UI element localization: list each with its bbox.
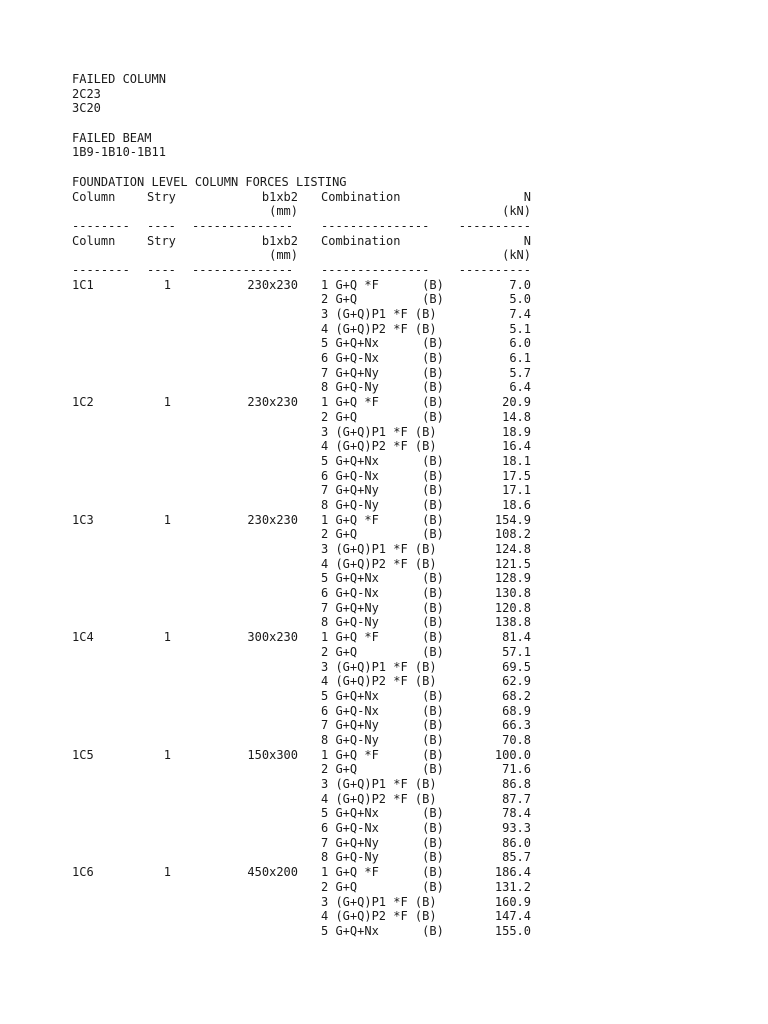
combination-cell: 1 G+Q *F (B): [321, 512, 444, 527]
force-value-cell: 62.9: [502, 674, 531, 689]
force-value-cell: 87.7: [502, 791, 531, 806]
combination-cell: 6 G+Q-Nx (B): [321, 351, 444, 366]
force-value-cell: 66.3: [502, 718, 531, 733]
combination-cell: 5 G+Q+Nx (B): [321, 806, 444, 821]
header-b1xb2-unit: (mm): [269, 204, 298, 219]
force-value-cell: 57.1: [502, 644, 531, 659]
divider-b1xb2: --------------: [192, 218, 294, 233]
force-value-cell: 160.9: [494, 894, 531, 909]
combination-cell: 4 (G+Q)P2 *F (B): [321, 556, 437, 571]
combination-cell: 5 G+Q+Nx (B): [321, 688, 444, 703]
table-row: [72, 498, 542, 513]
combination-cell: 7 G+Q+Ny (B): [321, 365, 444, 380]
force-value-cell: 6.4: [509, 380, 531, 395]
table-row: [72, 880, 542, 895]
column-stry: 1: [163, 395, 171, 410]
divider-b1xb2: --------------: [192, 262, 294, 277]
force-value-cell: 68.2: [502, 688, 531, 703]
combination-cell: 7 G+Q+Ny (B): [321, 483, 444, 498]
combination-cell: 8 G+Q-Ny (B): [321, 497, 444, 512]
divider-n: ----------: [458, 262, 531, 277]
force-value-cell: 85.7: [502, 850, 531, 865]
table-row: [72, 410, 542, 425]
table-row: [72, 307, 542, 322]
force-value-cell: 78.4: [502, 806, 531, 821]
table-row: [72, 674, 542, 689]
column-id: 1C3: [72, 512, 94, 527]
header-stry: Stry: [147, 233, 176, 248]
column-size: 300x230: [247, 630, 298, 645]
force-value-cell: 86.0: [502, 835, 531, 850]
combination-cell: 2 G+Q (B): [321, 879, 444, 894]
table-row: [72, 366, 542, 381]
header-b1xb2: b1xb2: [261, 189, 298, 204]
column-stry: 1: [163, 747, 171, 762]
force-value-cell: 100.0: [494, 747, 531, 762]
table-row: [72, 380, 542, 395]
combination-cell: 2 G+Q (B): [321, 292, 444, 307]
force-value-cell: 18.1: [502, 453, 531, 468]
force-value-cell: 128.9: [494, 571, 531, 586]
force-value-cell: 86.8: [502, 777, 531, 791]
table-row: [72, 733, 542, 748]
force-value-cell: 6.0: [509, 336, 531, 351]
force-value-cell: 18.9: [502, 424, 531, 439]
combination-cell: 4 (G+Q)P2 *F (B): [321, 674, 437, 689]
combination-cell: 4 (G+Q)P2 *F (B): [321, 791, 437, 806]
table-row: [72, 615, 542, 630]
force-value-cell: 14.8: [502, 409, 531, 424]
force-value-cell: 7.4: [509, 307, 531, 321]
force-value-cell: 18.6: [502, 497, 531, 512]
table-row: [72, 425, 542, 440]
force-value-cell: 131.2: [494, 879, 531, 894]
combination-cell: 1 G+Q *F (B): [321, 747, 444, 762]
force-value-cell: 93.3: [502, 821, 531, 836]
combination-cell: 8 G+Q-Ny (B): [321, 380, 444, 395]
header-divider: [72, 263, 542, 278]
table-row: [72, 571, 542, 586]
table-row: [72, 806, 542, 821]
forces-table-body: [72, 278, 542, 939]
table-row: [72, 557, 542, 572]
header-n: N: [523, 233, 531, 248]
combination-cell: 5 G+Q+Nx (B): [321, 923, 444, 938]
table-row: [72, 527, 542, 542]
force-value-cell: 186.4: [494, 865, 531, 880]
force-value-cell: 7.0: [509, 277, 531, 292]
divider-combination: ---------------: [321, 262, 430, 277]
force-value-cell: 20.9: [502, 395, 531, 410]
force-value-cell: 5.1: [509, 321, 531, 336]
divider-stry: ----: [147, 262, 176, 277]
column-id: 1C1: [72, 277, 94, 292]
table-row: [72, 601, 542, 616]
combination-cell: 6 G+Q-Nx (B): [321, 586, 444, 601]
table-row: [72, 689, 542, 704]
combination-cell: 7 G+Q+Ny (B): [321, 600, 444, 615]
column-stry: 1: [163, 277, 171, 292]
table-row: [72, 836, 542, 851]
column-id: 1C6: [72, 865, 94, 880]
column-id: 1C4: [72, 630, 94, 645]
table-header-row: [72, 234, 542, 249]
column-id: 1C2: [72, 395, 94, 410]
force-value-cell: 70.8: [502, 732, 531, 747]
table-row: [72, 645, 542, 660]
combination-cell: 4 (G+Q)P2 *F (B): [321, 321, 437, 336]
force-value-cell: 108.2: [494, 527, 531, 542]
column-size: 150x300: [247, 747, 298, 762]
combination-cell: 3 (G+Q)P1 *F (B): [321, 659, 437, 674]
table-row: [72, 748, 542, 763]
combination-cell: 6 G+Q-Nx (B): [321, 821, 444, 836]
table-row: [72, 483, 542, 498]
table-row: [72, 351, 542, 366]
failed-column-item: 2C23: [72, 86, 101, 101]
header-combination: Combination: [321, 189, 401, 204]
table-row: [72, 850, 542, 865]
combination-cell: 3 (G+Q)P1 *F (B): [321, 777, 437, 791]
table-header-units-row: [72, 204, 542, 219]
table-row: [72, 586, 542, 601]
combination-cell: 5 G+Q+Nx (B): [321, 336, 444, 351]
combination-cell: 5 G+Q+Nx (B): [321, 453, 444, 468]
force-value-cell: 16.4: [502, 439, 531, 454]
force-value-cell: 154.9: [494, 512, 531, 527]
table-row: [72, 542, 542, 557]
force-value-cell: 81.4: [502, 630, 531, 645]
divider-column: --------: [72, 218, 130, 233]
table-row: [72, 395, 542, 410]
column-id: 1C5: [72, 747, 94, 762]
force-value-cell: 69.5: [502, 659, 531, 674]
combination-cell: 8 G+Q-Ny (B): [321, 732, 444, 747]
table-row: [72, 322, 542, 337]
column-size: 230x230: [247, 512, 298, 527]
failed-column-heading: FAILED COLUMN: [72, 72, 166, 86]
divider-column: --------: [72, 262, 130, 277]
failed-column-item: 3C20: [72, 101, 101, 116]
force-value-cell: 5.0: [509, 292, 531, 307]
divider-combination: ---------------: [321, 218, 430, 233]
failed-beam-item: 1B9-1B10-1B11: [72, 145, 166, 160]
table-row: [72, 439, 542, 454]
column-size: 230x230: [247, 395, 298, 410]
table-row: [72, 469, 542, 484]
combination-cell: 4 (G+Q)P2 *F (B): [321, 439, 437, 454]
header-column: Column: [72, 233, 116, 248]
header-n-unit: (kN): [502, 248, 531, 263]
force-value-cell: 68.9: [502, 703, 531, 718]
combination-cell: 6 G+Q-Nx (B): [321, 703, 444, 718]
combination-cell: 1 G+Q *F (B): [321, 865, 444, 880]
header-stry: Stry: [147, 189, 176, 204]
force-value-cell: 6.1: [509, 351, 531, 366]
combination-cell: 7 G+Q+Ny (B): [321, 835, 444, 850]
table-row: [72, 292, 542, 307]
combination-cell: 2 G+Q (B): [321, 644, 444, 659]
header-n: N: [523, 189, 531, 204]
table-row: [72, 792, 542, 807]
combination-cell: 3 (G+Q)P1 *F (B): [321, 307, 437, 321]
table-row: [72, 660, 542, 675]
column-stry: 1: [163, 512, 171, 527]
combination-cell: 2 G+Q (B): [321, 527, 444, 542]
force-value-cell: 124.8: [494, 542, 531, 556]
table-row: [72, 762, 542, 777]
document-page: [72, 72, 542, 939]
combination-cell: 1 G+Q *F (B): [321, 395, 444, 410]
combination-cell: 8 G+Q-Ny (B): [321, 615, 444, 630]
combination-cell: 7 G+Q+Ny (B): [321, 718, 444, 733]
force-value-cell: 120.8: [494, 600, 531, 615]
table-header-row: [72, 190, 542, 205]
combination-cell: 1 G+Q *F (B): [321, 630, 444, 645]
force-value-cell: 147.4: [494, 909, 531, 924]
force-value-cell: 17.5: [502, 468, 531, 483]
table-row: [72, 895, 542, 910]
table-row: [72, 718, 542, 733]
combination-cell: 6 G+Q-Nx (B): [321, 468, 444, 483]
force-value-cell: 155.0: [494, 923, 531, 938]
header-combination: Combination: [321, 233, 401, 248]
table-row: [72, 704, 542, 719]
combination-cell: 8 G+Q-Ny (B): [321, 850, 444, 865]
table-row: [72, 513, 542, 528]
divider-n: ----------: [458, 218, 531, 233]
header-column: Column: [72, 189, 116, 204]
combination-cell: 1 G+Q *F (B): [321, 277, 444, 292]
table-row: [72, 924, 542, 939]
combination-cell: 3 (G+Q)P1 *F (B): [321, 542, 437, 556]
table-row: [72, 821, 542, 836]
column-stry: 1: [163, 865, 171, 880]
table-row: [72, 630, 542, 645]
combination-cell: 3 (G+Q)P1 *F (B): [321, 894, 437, 909]
column-size: 230x230: [247, 277, 298, 292]
column-stry: 1: [163, 630, 171, 645]
combination-cell: 2 G+Q (B): [321, 409, 444, 424]
table-row: [72, 865, 542, 880]
force-value-cell: 71.6: [502, 762, 531, 777]
column-size: 450x200: [247, 865, 298, 880]
combination-cell: 5 G+Q+Nx (B): [321, 571, 444, 586]
force-value-cell: 138.8: [494, 615, 531, 630]
header-n-unit: (kN): [502, 204, 531, 219]
table-row: [72, 909, 542, 924]
header-b1xb2: b1xb2: [261, 233, 298, 248]
force-value-cell: 5.7: [509, 365, 531, 380]
table-row: [72, 278, 542, 293]
table-header-units-row: [72, 248, 542, 263]
divider-stry: ----: [147, 218, 176, 233]
header-b1xb2-unit: (mm): [269, 248, 298, 263]
header-divider: [72, 219, 542, 234]
force-value-cell: 17.1: [502, 483, 531, 498]
table-row: [72, 777, 542, 792]
table-row: [72, 454, 542, 469]
force-value-cell: 121.5: [494, 556, 531, 571]
listing-title: FOUNDATION LEVEL COLUMN FORCES LISTING: [72, 174, 347, 189]
combination-cell: 3 (G+Q)P1 *F (B): [321, 424, 437, 439]
table-row: [72, 336, 542, 351]
force-value-cell: 130.8: [494, 586, 531, 601]
failed-beam-heading: FAILED BEAM: [72, 130, 152, 145]
combination-cell: 4 (G+Q)P2 *F (B): [321, 909, 437, 924]
combination-cell: 2 G+Q (B): [321, 762, 444, 777]
